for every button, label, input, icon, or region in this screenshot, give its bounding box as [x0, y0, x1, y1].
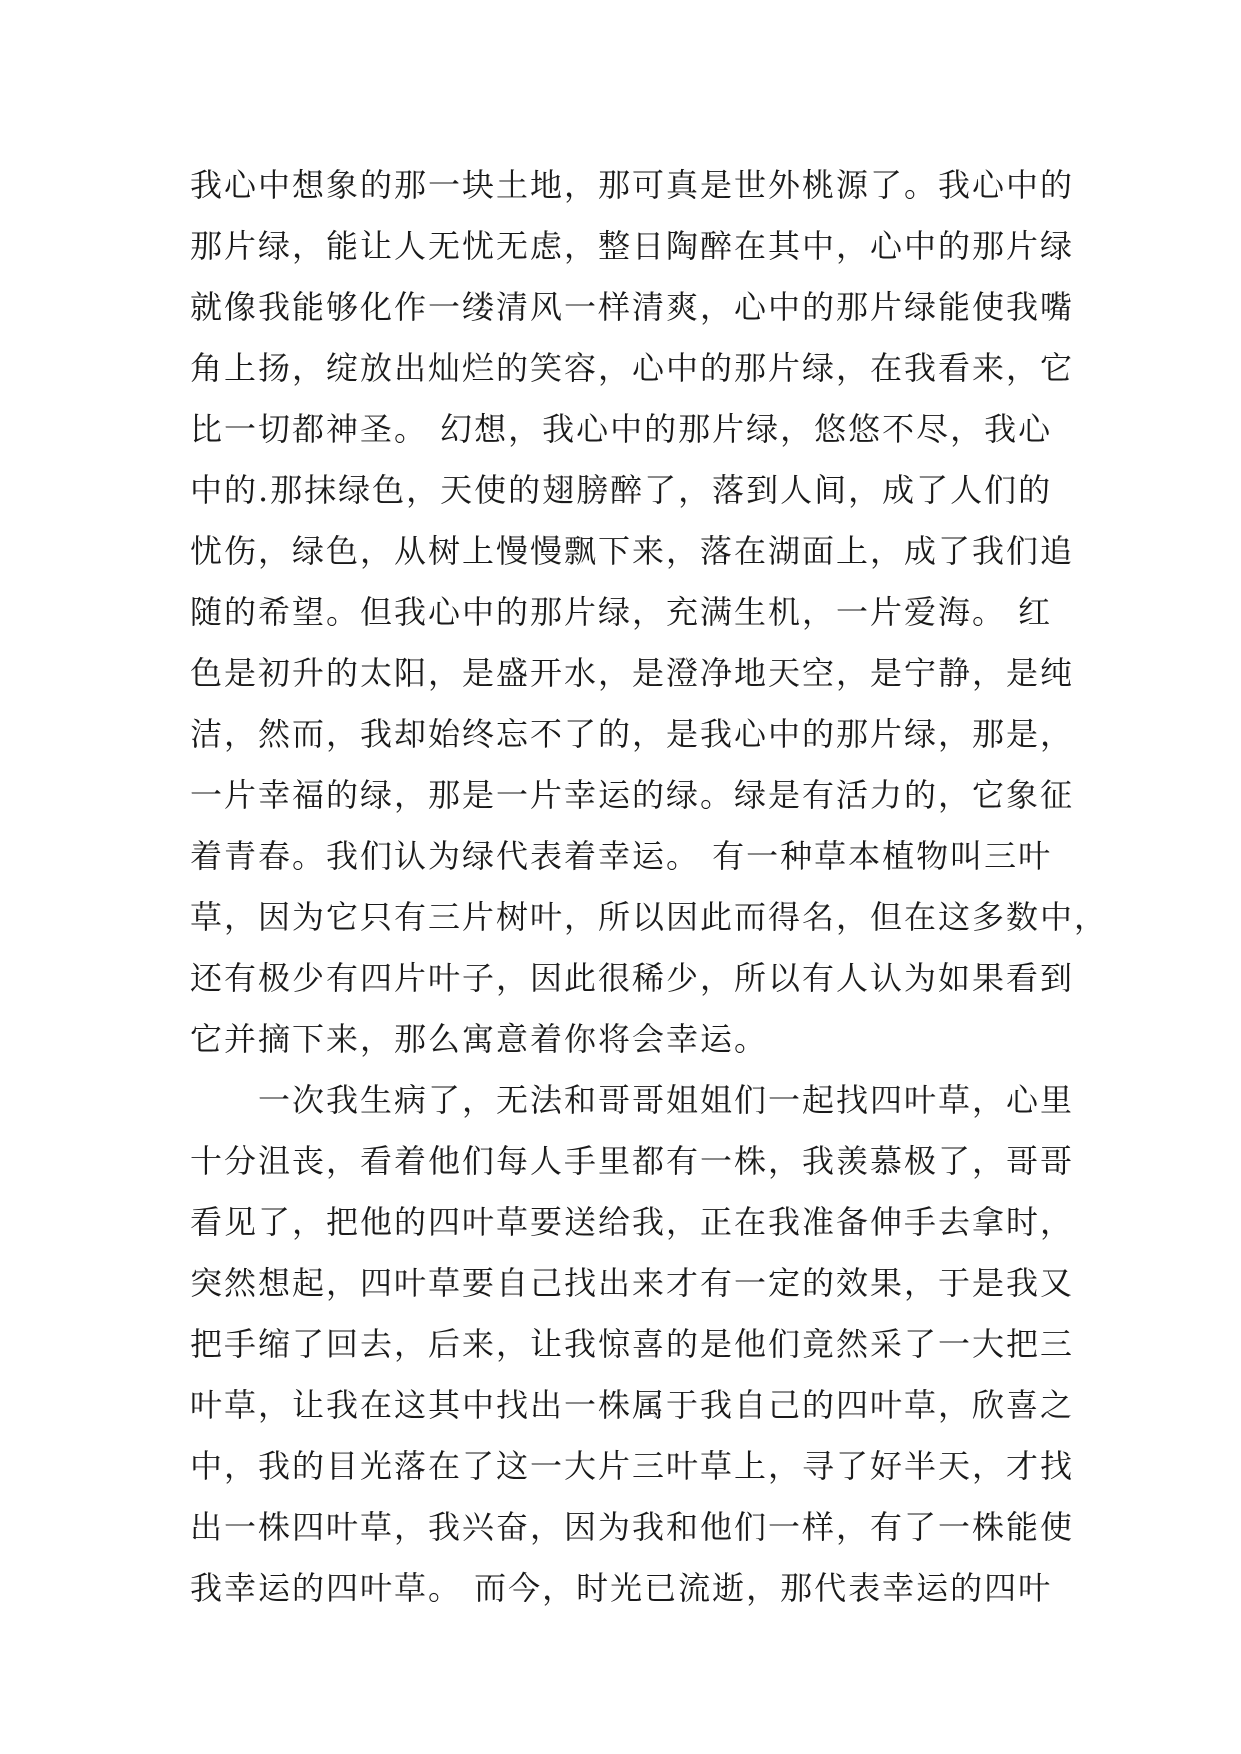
text-line: 它并摘下来，那么寓意着你将会幸运。 — [190, 1020, 769, 1058]
text-line: 还有极少有四片叶子，因此很稀少，所以有人认为如果看到 — [190, 959, 1075, 997]
paragraph-2 — [190, 1070, 1075, 1619]
text-line: 着青春。我们认为绿代表着幸运。 有一种草本植物叫三叶 — [190, 837, 1053, 875]
text-line: 把手缩了回去，后来，让我惊喜的是他们竟然采了一大把三 — [190, 1325, 1075, 1363]
text-line: 色是初升的太阳，是盛开水，是澄净地天空，是宁静，是纯 — [190, 654, 1075, 692]
text-line: 洁，然而，我却始终忘不了的，是我心中的那片绿，那是， — [190, 715, 1075, 753]
text-line: 十分沮丧，看着他们每人手里都有一株，我羡慕极了，哥哥 — [190, 1142, 1075, 1180]
text-line: 一次我生病了，无法和哥哥姐姐们一起找四叶草，心里 — [258, 1081, 1075, 1119]
text-line: 角上扬，绽放出灿烂的笑容，心中的那片绿，在我看来，它 — [190, 349, 1075, 387]
text-line: 草，因为它只有三片树叶，所以因此而得名，但在这多数中， — [190, 898, 1109, 936]
text-line: 我心中想象的那一块土地，那可真是世外桃源了。我心中的 — [190, 166, 1075, 204]
text-line: 那片绿，能让人无忧无虑，整日陶醉在其中，心中的那片绿 — [190, 227, 1075, 265]
body-text — [190, 155, 1109, 1619]
text-line: 一片幸福的绿，那是一片幸运的绿。绿是有活力的，它象征 — [190, 776, 1075, 814]
text-line: 忧伤，绿色，从树上慢慢飘下来，落在湖面上，成了我们追 — [190, 532, 1075, 570]
text-line: 突然想起，四叶草要自己找出来才有一定的效果，于是我又 — [190, 1264, 1075, 1302]
text-line: 随的希望。但我心中的那片绿，充满生机，一片爱海。 红 — [190, 593, 1053, 631]
text-line: 看见了，把他的四叶草要送给我，正在我准备伸手去拿时， — [190, 1203, 1075, 1241]
text-line: 叶草，让我在这其中找出一株属于我自己的四叶草，欣喜之 — [190, 1386, 1075, 1424]
text-line: 中，我的目光落在了这一大片三叶草上，寻了好半天，才找 — [190, 1447, 1075, 1485]
text-line: 就像我能够化作一缕清风一样清爽，心中的那片绿能使我嘴 — [190, 288, 1075, 326]
text-line: 中的.那抹绿色，天使的翅膀醉了，落到人间，成了人们的 — [190, 471, 1053, 509]
paragraph-1 — [190, 155, 1109, 1070]
text-line: 比一切都神圣。 幻想，我心中的那片绿，悠悠不尽，我心 — [190, 410, 1053, 448]
text-line: 我幸运的四叶草。 而今，时光已流逝，那代表幸运的四叶 — [190, 1569, 1053, 1607]
text-line: 出一株四叶草，我兴奋，因为我和他们一样，有了一株能使 — [190, 1508, 1075, 1546]
